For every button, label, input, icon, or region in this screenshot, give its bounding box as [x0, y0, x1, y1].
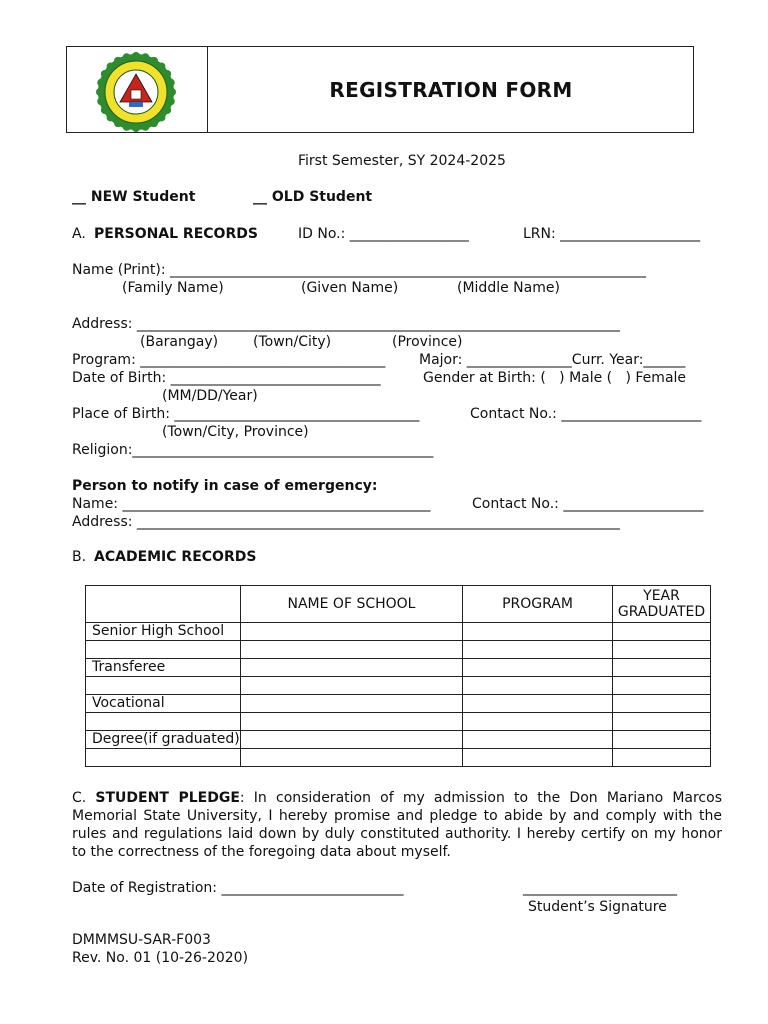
table-row	[86, 749, 711, 767]
seal-scallop	[150, 57, 158, 65]
program-cell[interactable]	[463, 731, 613, 749]
program-cell[interactable]	[463, 713, 613, 731]
seal-scallop	[97, 79, 105, 87]
town-city-caption: (Town/City)	[253, 334, 332, 350]
seal-scallop	[157, 113, 165, 121]
section-a-title: PERSONAL RECORDS	[94, 226, 258, 242]
emergency-address-field[interactable]: Address: _____________________________________________________________________	[72, 514, 620, 530]
school-cell[interactable]	[241, 677, 463, 695]
row-label	[86, 713, 241, 731]
program-cell[interactable]	[463, 659, 613, 677]
year-cell[interactable]	[613, 713, 711, 731]
seal-scallop	[150, 119, 158, 127]
date-of-registration-field[interactable]: Date of Registration: __________________________	[72, 880, 404, 896]
row-label: Senior High School	[86, 623, 241, 641]
seal-scallop	[141, 123, 149, 131]
seal-scallop	[157, 63, 165, 71]
province-caption: (Province)	[392, 334, 463, 350]
dob-format-caption: (MM/DD/Year)	[162, 388, 258, 404]
seal-scallop	[97, 97, 105, 105]
student-pledge-paragraph	[72, 789, 722, 861]
form-code: DMMMSU-SAR-F003	[72, 932, 211, 948]
seal-scallop	[114, 57, 122, 65]
given-name-caption: (Given Name)	[301, 280, 399, 296]
family-name-caption: (Family Name)	[122, 280, 224, 296]
contact-number-field[interactable]: Contact No.: ____________________	[470, 406, 702, 422]
seal-scallop	[167, 97, 175, 105]
table-header-row	[86, 586, 711, 623]
seal-scallop	[96, 88, 104, 96]
seal-scallop	[141, 53, 149, 61]
program-field[interactable]: Program: ___________________________________	[72, 352, 386, 368]
table-row	[86, 641, 711, 659]
seal-scallop	[114, 119, 122, 127]
id-number-field[interactable]: ID No.: _________________	[298, 226, 469, 242]
table-row	[86, 695, 711, 713]
middle-name-caption: (Middle Name)	[457, 280, 560, 296]
emergency-contact-heading: Person to notify in case of emergency:	[72, 478, 378, 494]
row-label	[86, 677, 241, 695]
year-cell[interactable]	[613, 641, 711, 659]
row-label: Transferee	[86, 659, 241, 677]
new-student-option[interactable]: __ NEW Student	[72, 189, 196, 205]
school-cell[interactable]	[241, 713, 463, 731]
old-student-option[interactable]: __ OLD Student	[253, 189, 373, 205]
gender-at-birth-field[interactable]: Gender at Birth: ( ) Male ( ) Female	[423, 370, 687, 386]
seal-scallop	[168, 88, 176, 96]
lrn-field[interactable]: LRN: ____________________	[523, 226, 701, 242]
year-cell[interactable]	[613, 695, 711, 713]
section-b-title: ACADEMIC RECORDS	[94, 549, 257, 565]
program-cell[interactable]	[463, 623, 613, 641]
place-of-birth-field[interactable]: Place of Birth: ___________________________________	[72, 406, 420, 422]
table-row	[86, 731, 711, 749]
row-label	[86, 641, 241, 659]
year-cell[interactable]	[613, 677, 711, 695]
seal-scallop	[101, 70, 109, 78]
seal-scallop	[132, 52, 140, 60]
year-cell[interactable]	[613, 749, 711, 767]
pledge-text: : In consideration of my admission to the Don Mariano Marcos Memorial State University, I hereby promise and pledge to abide by and comply with the rules and regulations laid down by duly constituted authority. I hereby certify on my honor to the correctness of the foregoing data about myself.	[72, 790, 722, 860]
academic-records-table	[85, 585, 711, 767]
table-row	[86, 713, 711, 731]
school-cell[interactable]	[241, 731, 463, 749]
school-cell[interactable]	[241, 659, 463, 677]
table-row	[86, 677, 711, 695]
signature-caption: Student’s Signature	[528, 899, 667, 915]
emergency-contact-field[interactable]: Contact No.: ____________________	[472, 496, 704, 512]
row-label	[86, 749, 241, 767]
section-b-letter: B.	[72, 549, 87, 565]
semester-label: First Semester, SY 2024-2025	[298, 153, 506, 169]
program-cell[interactable]	[463, 641, 613, 659]
seal-scallop	[101, 106, 109, 114]
university-seal-logo	[96, 52, 176, 132]
form-title: REGISTRATION FORM	[329, 78, 573, 102]
seal-scallop	[132, 124, 140, 132]
seal-scallop	[123, 123, 131, 131]
school-cell[interactable]	[241, 641, 463, 659]
section-a-letter: A.	[72, 226, 86, 242]
revision-number: Rev. No. 01 (10-26-2020)	[72, 950, 249, 966]
emergency-name-field[interactable]: Name: ____________________________________________	[72, 496, 431, 512]
program-cell[interactable]	[463, 695, 613, 713]
year-cell[interactable]	[613, 731, 711, 749]
school-cell[interactable]	[241, 749, 463, 767]
major-curr-year-field[interactable]: Major: _______________Curr. Year:______	[419, 352, 686, 368]
column-header-school: NAME OF SCHOOL	[241, 586, 463, 623]
row-label: Degree(if graduated)	[86, 731, 241, 749]
table-row	[86, 623, 711, 641]
seal-scallop	[163, 70, 171, 78]
column-header-program: PROGRAM	[463, 586, 613, 623]
program-cell[interactable]	[463, 677, 613, 695]
address-field[interactable]: Address: _____________________________________________________________________	[72, 316, 620, 332]
seal-scallop	[107, 113, 115, 121]
table-row	[86, 659, 711, 677]
program-cell[interactable]	[463, 749, 613, 767]
section-c-title: STUDENT PLEDGE	[95, 790, 240, 806]
row-label: Vocational	[86, 695, 241, 713]
section-c-letter: C.	[72, 790, 87, 806]
seal-scallop	[163, 106, 171, 114]
year-cell[interactable]	[613, 659, 711, 677]
seal-scallop	[107, 63, 115, 71]
signature-line[interactable]: ______________________	[523, 880, 677, 896]
barangay-caption: (Barangay)	[140, 334, 219, 350]
date-of-birth-field[interactable]: Date of Birth: ______________________________	[72, 370, 381, 386]
column-header-level	[86, 586, 241, 623]
seal-scallop	[123, 53, 131, 61]
school-cell[interactable]	[241, 623, 463, 641]
school-cell[interactable]	[241, 695, 463, 713]
seal-scallop	[167, 79, 175, 87]
pob-format-caption: (Town/City, Province)	[162, 424, 309, 440]
name-field[interactable]: Name (Print): ____________________________________________________________________	[72, 262, 647, 278]
year-cell[interactable]	[613, 623, 711, 641]
religion-field[interactable]: Religion:___________________________________________	[72, 442, 434, 458]
column-header-year: YEAR GRADUATED	[613, 586, 711, 623]
